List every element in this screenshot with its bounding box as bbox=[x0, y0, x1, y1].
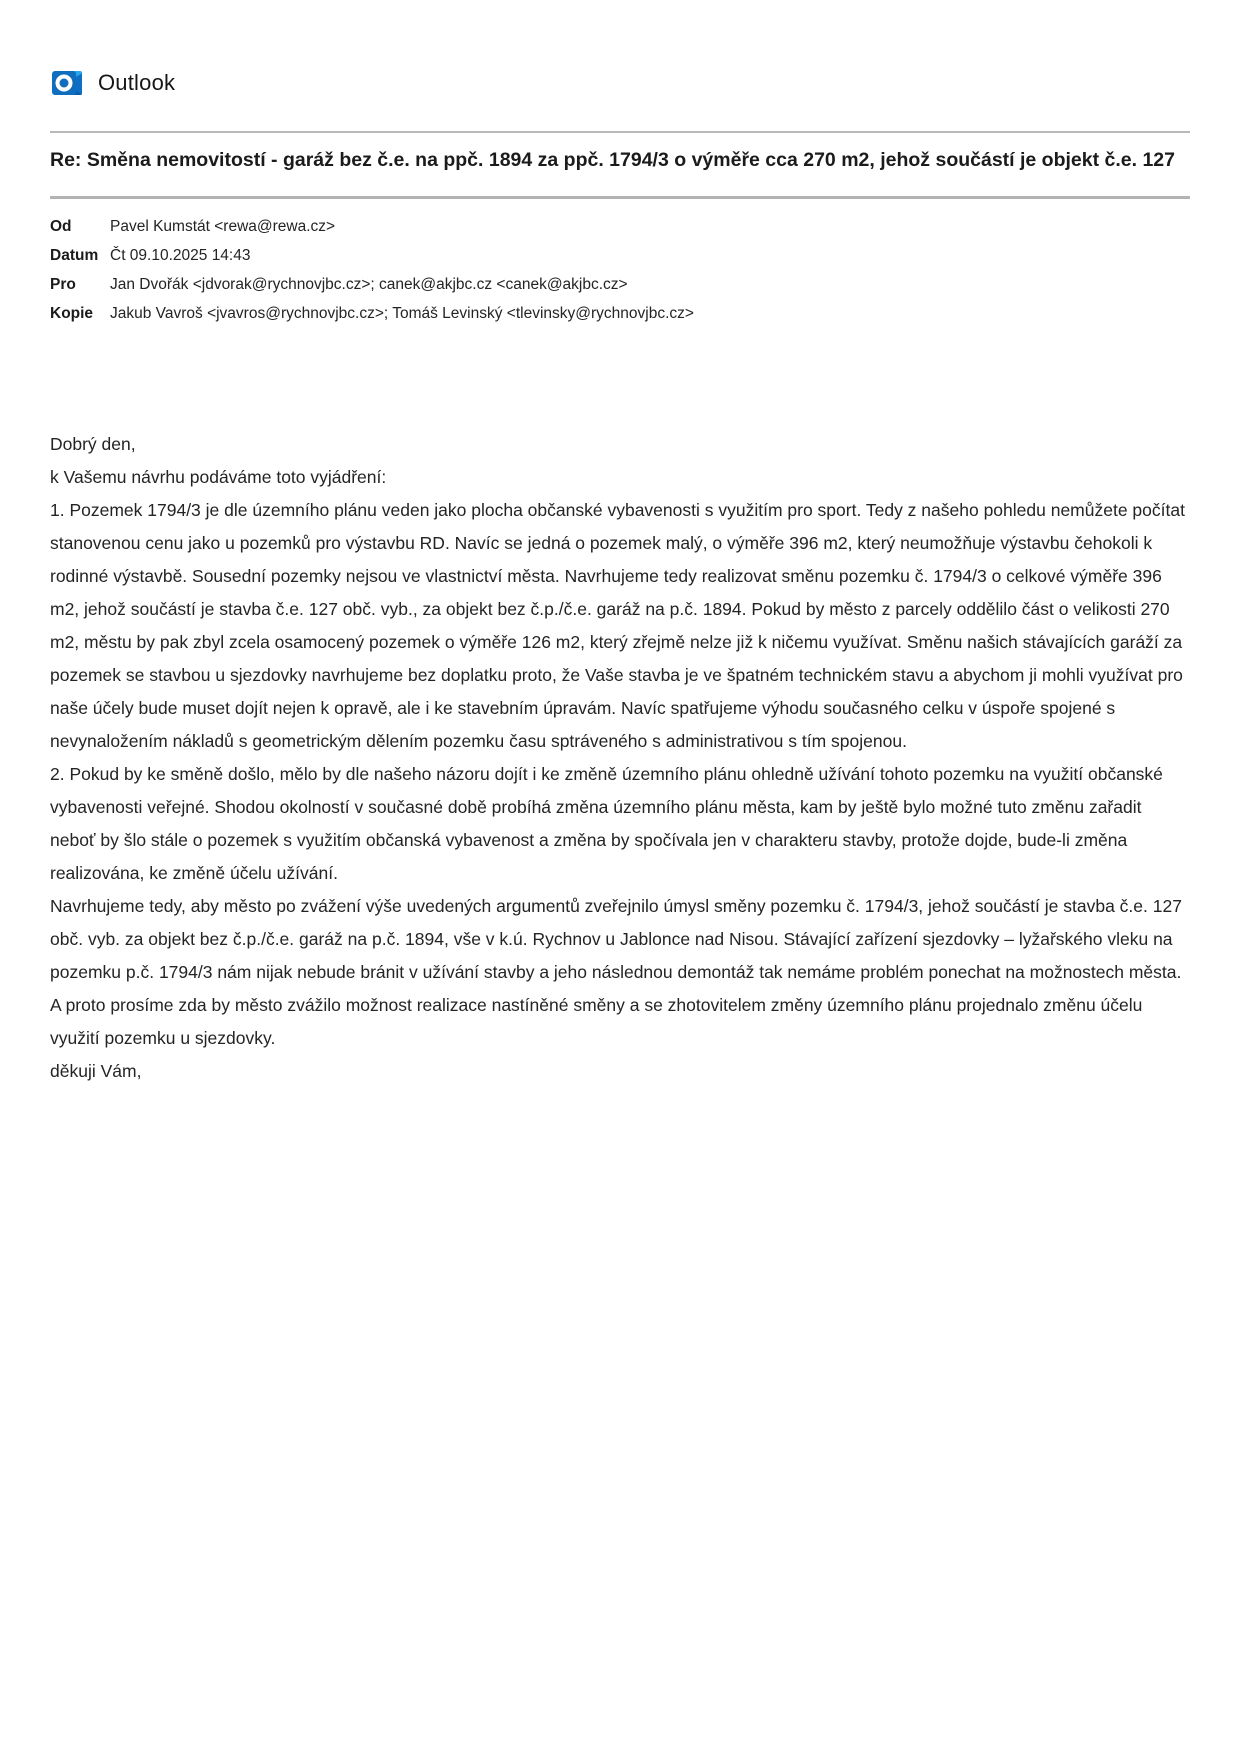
meta-row-date bbox=[50, 241, 1190, 270]
cc-value: Jakub Vavroš <jvavros@rychnovjbc.cz>; Tomáš Levinský <tlevinsky@rychnovjbc.cz> bbox=[110, 305, 694, 322]
date-label: Datum bbox=[50, 247, 99, 264]
closing-text: děkuji Vám, bbox=[50, 1061, 142, 1081]
paragraph-4: A proto prosíme zda by město zvážilo možnost realizace nastíněné směny a se zhotovitelem změny územního plánu projednalo změnu účelu využití pozemku u sjezdovky. bbox=[50, 995, 1143, 1048]
email-meta bbox=[50, 212, 1190, 328]
paragraph-1: 1. Pozemek 1794/3 je dle územního plánu veden jako plocha občanské vybavenosti s využitím pro sport. Tedy z našeho pohledu nemůžete počítat stanovenou cenu jako u pozemků pro výstavbu RD. Navíc se jedná o pozemek malý, o výměře 396 m2, který neumožňuje výstavbu čehokoli k rodinné výstavbě. Sousední pozemky nejsou ve vlastnictví města. Navrhujeme tedy realizovat směnu pozemku č. 1794/3 o celkové výměře 396 m2, jehož součástí je stavba č.e. 127 obč. vyb., za objekt bez č.p./č.e. garáž na p.č. 1894. Pokud by město z parcely oddělilo část o velikosti 270 m2, městu by pak zbyl zcela osamocený pozemek o výměře 126 m2, který zřejmě nelze již k ničemu využívat. Směnu našich stávajících garáží za pozemek se stavbou u sjezdovky navrhujeme bez doplatku proto, že Vaše stavba je ve špatném technickém stavu a abychom ji mohli využívat pro naše účely bude muset dojít nejen k opravě, ale i ke stavebním úpravám. Navíc spatřujeme výhodu současného celku v úspoře spojené s nevynaložením nákladů s geometrickým dělením pozemku času sptráveného s administrativou s tím spojenou. bbox=[50, 500, 1185, 751]
to-label: Pro bbox=[50, 276, 76, 293]
date-value: Čt 09.10.2025 14:43 bbox=[110, 247, 251, 264]
divider-top bbox=[50, 131, 1190, 133]
to-value: Jan Dvořák <jdvorak@rychnovjbc.cz>; canek@akjbc.cz <canek@akjbc.cz> bbox=[110, 276, 628, 293]
from-value: Pavel Kumstát <rewa@rewa.cz> bbox=[110, 218, 336, 235]
greeting-text: Dobrý den, bbox=[50, 434, 136, 454]
outlook-logo-icon bbox=[50, 67, 84, 99]
meta-row-from bbox=[50, 212, 1190, 241]
app-brand bbox=[50, 66, 1190, 100]
intro-text: k Vašemu návrhu podáváme toto vyjádření: bbox=[50, 467, 387, 487]
paragraph-2: 2. Pokud by ke směně došlo, mělo by dle našeho názoru dojít i ke změně územního plánu ohledně užívání tohoto pozemku na využití občanské vybavenosti veřejné. Shodou okolností v současné době probíhá změna územního plánu města, kam by ještě bylo možné tuto změnu zařadit neboť by šlo stále o pozemek s využitím občanská vybavenost a změna by spočívala jen v charakteru stavby, protože dojde, bude-li změna realizována, ke změně účelu užívání. bbox=[50, 764, 1163, 883]
cc-label: Kopie bbox=[50, 305, 94, 322]
app-name: Outlook bbox=[98, 70, 176, 95]
meta-row-cc bbox=[50, 299, 1190, 328]
paragraph-3: Navrhujeme tedy, aby město po zvážení výše uvedených argumentů zveřejnilo úmysl směny pozemku č. 1794/3, jehož součástí je stavba č.e. 127 obč. vyb. za objekt bez č.p./č.e. garáž na p.č. 1894, vše v k.ú. Rychnov u Jablonce nad Nisou. Stávající zařízení sjezdovky – lyžařského vleku na pozemku p.č. 1794/3 nám nijak nebude bránit v užívání stavby a jeho následnou demontáž tak nemáme problém ponechat na možnostech města. bbox=[50, 896, 1182, 982]
from-label: Od bbox=[50, 218, 72, 235]
email-subject: Re: Směna nemovitostí - garáž bez č.e. na ppč. 1894 za ppč. 1794/3 o výměře cca 270 m2, jehož součástí je objekt č.e. 127 bbox=[50, 149, 1176, 171]
meta-row-to bbox=[50, 270, 1190, 299]
divider-subject bbox=[50, 196, 1190, 199]
email-body bbox=[50, 428, 1190, 1088]
